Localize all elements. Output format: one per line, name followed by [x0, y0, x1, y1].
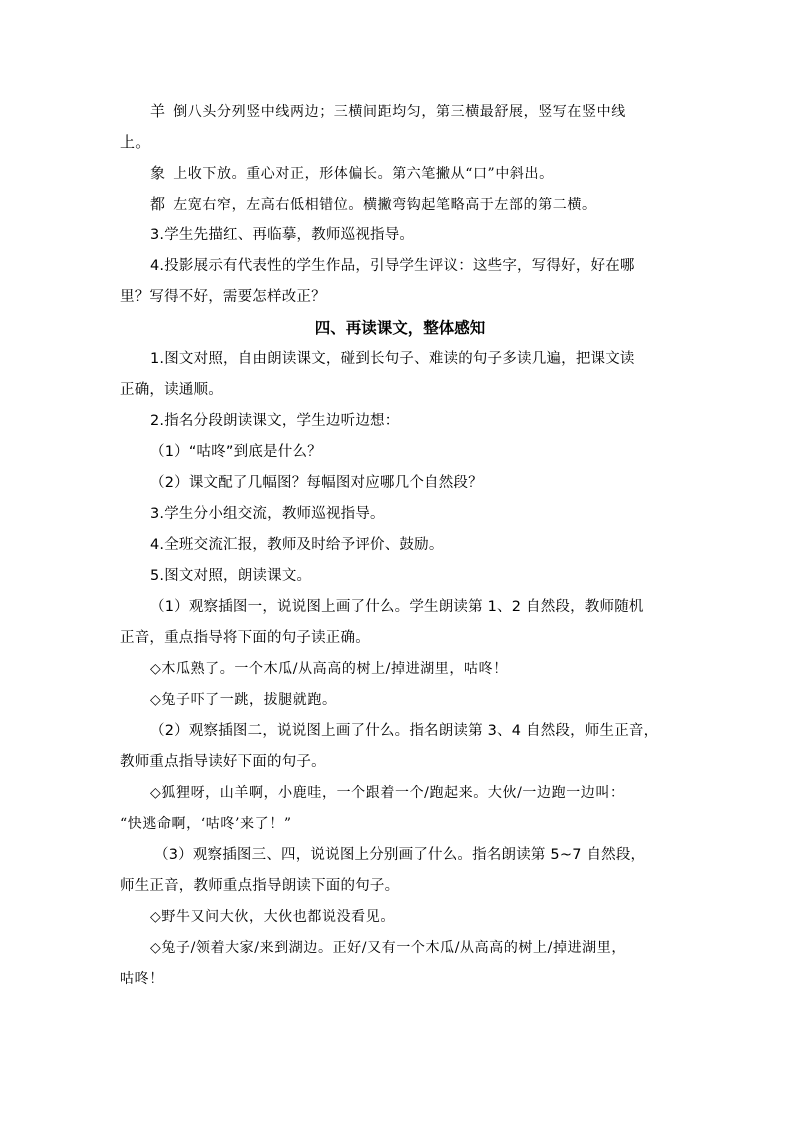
- text-line: 3.学生分小组交流，教师巡视指导。: [150, 506, 385, 522]
- example-sentence: ◇野牛又问大伙，大伙也都说没看见。: [150, 909, 395, 925]
- document-page: [120, 96, 680, 995]
- text-line: 3.学生先描红、再临摹，教师巡视指导。: [150, 227, 415, 243]
- example-sentence: ◇兔子吓了一跳，拔腿就跑。: [150, 692, 337, 708]
- text-line: 4.全班交流汇报，教师及时给予评价、鼓励。: [150, 537, 444, 553]
- example-sentence: “快逃命啊，‘咕咚’来了！”: [120, 816, 292, 832]
- text-line: （3）观察插图三、四，说说图上分别画了什么。指名朗读第 5~7 自然段，: [154, 847, 646, 863]
- example-sentence: ◇狐狸呀，山羊啊，小鹿哇，一个跟着一个/跑起来。大伙/一边跑一边叫：: [150, 785, 625, 801]
- text-line: 正音，重点指导将下面的句子读正确。: [120, 630, 370, 646]
- character-guidance: 倒八头分列竖中线两边；三横间距均匀，第三横最舒展，竖写在竖中线: [173, 104, 626, 120]
- text-line: 正确，读通顺。: [120, 382, 223, 398]
- text-line: [120, 158, 680, 189]
- text-line: 5.图文对照，朗读课文。: [150, 568, 312, 584]
- sample-character: 都: [150, 195, 166, 213]
- text-line: （1）观察插图一，说说图上画了什么。学生朗读第 1、2 自然段，教师随机: [150, 599, 644, 615]
- text-line: 1.图文对照，自由朗读课文，碰到长句子、难读的句子多读几遍，把课文读: [150, 351, 635, 367]
- sample-character: 羊: [150, 102, 166, 120]
- example-sentence: ◇兔子/领着大家/来到湖边。正好/又有一个木瓜/从高高的树上/掉进湖里，: [150, 940, 626, 956]
- text-line: 2.指名分段朗读课文，学生边听边想：: [150, 413, 400, 429]
- text-line: 教师重点指导读好下面的句子。: [120, 754, 326, 770]
- section-heading: 四、再读课文，整体感知: [314, 319, 486, 337]
- example-sentence: ◇木瓜熟了。一个木瓜/从高高的树上/掉进湖里，咕咚！: [150, 661, 508, 677]
- text-line: [120, 96, 680, 127]
- text-line: [120, 189, 680, 220]
- text-line: 里？写得不好，需要怎样改正？: [120, 289, 326, 305]
- text-line: 上。: [120, 133, 151, 151]
- example-sentence: 咕咚！: [120, 971, 164, 987]
- text-line: （2）观察插图二，说说图上画了什么。指名朗读第 3、4 自然段，师生正音，: [150, 723, 659, 739]
- text-line: 4.投影展示有代表性的学生作品，引导学生评议：这些字，写得好，好在哪: [150, 258, 635, 274]
- character-guidance: 左宽右窄，左高右低相错位。横撇弯钩起笔略高于左部的第二横。: [173, 197, 597, 213]
- character-guidance: 上收下放。重心对正，形体偏长。第六笔撇从“口”中斜出。: [173, 166, 554, 182]
- text-line: 师生正音，教师重点指导朗读下面的句子。: [120, 878, 400, 894]
- sample-character: 象: [150, 164, 166, 182]
- text-line: （1）“咕咚”到底是什么？: [150, 444, 322, 460]
- text-line: （2）课文配了几幅图？每幅图对应哪几个自然段？: [150, 475, 483, 491]
